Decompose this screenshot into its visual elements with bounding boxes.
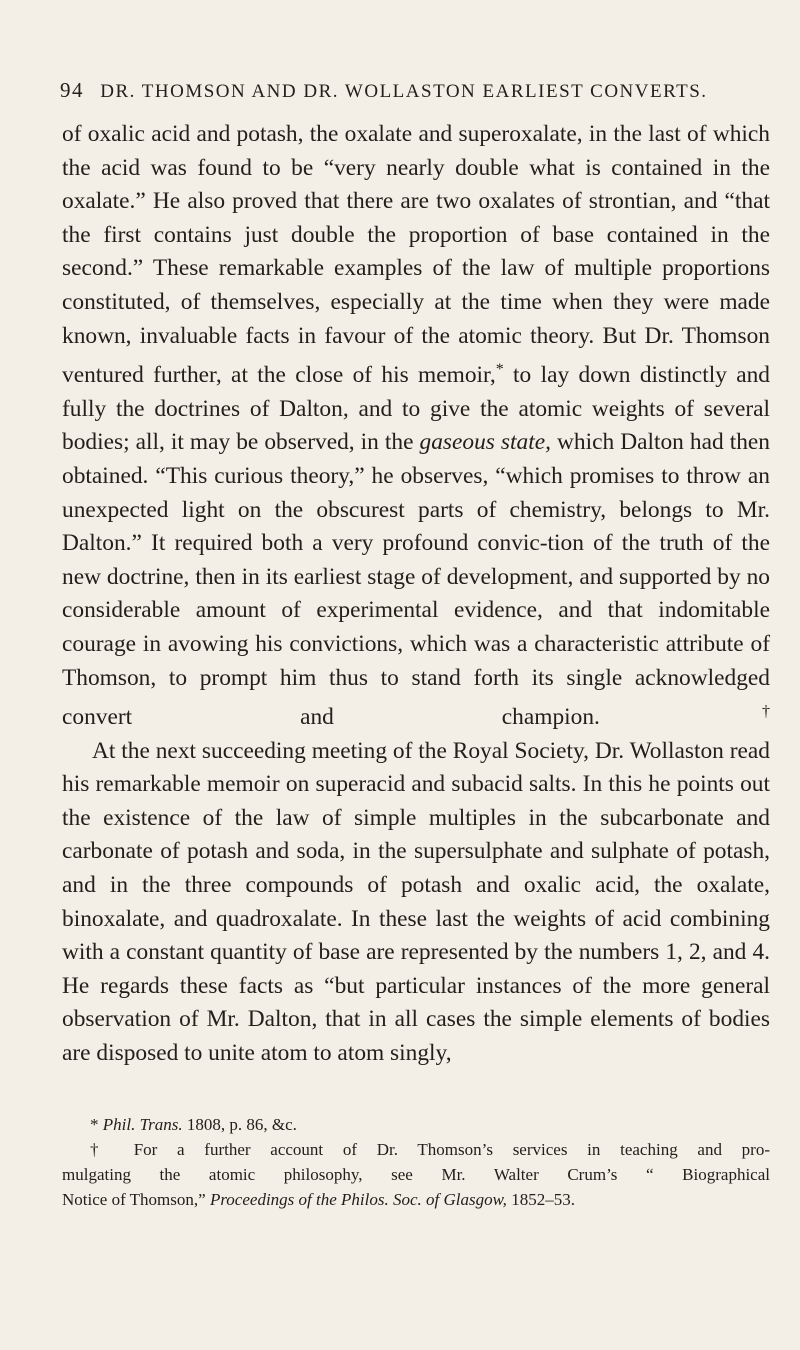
footnote-1-source: Phil. Trans. — [102, 1115, 183, 1134]
paragraph-1-italic: gaseous state, — [419, 429, 551, 456]
footnote-ref-star: * — [495, 361, 504, 379]
footnote-ref-dagger: † — [599, 703, 770, 721]
paragraph-1-part-b: to lay down distinctly and fully the doctrines of Dalton, and to give the atomic weights of several bodies; all, it may be observed, in the — [62, 362, 770, 456]
paragraph-2: At the next succeeding meeting of the Royal Society, Dr. Wollaston read his remarkable memoir on superacid and subacid salts. In this he points out the existence of the law of simple multiples in the subcarbonate and carbonate of potash and soda, in the supersulphate and sulphate of potash, and in the three compounds of potash and oxalic acid, the oxalate, binoxalate, and quadroxalate. In these last the weights of acid combining with a constant quantity of base are represented by the numbers 1, 2, and 4. He regards these facts as “but particular instances of the more general observation of Mr. Dalton, that in all cases the simple elements of bodies are disposed to unite atom to atom singly, — [62, 737, 770, 1067]
running-title: DR. THOMSON AND DR. WOLLASTON EARLIEST CONVERTS. — [100, 81, 708, 102]
footnote-2-text-3b: 1852–53. — [506, 1190, 575, 1209]
running-head — [60, 78, 760, 103]
paragraph-1-part-c: which Dalton had then obtained. “This curious theory,” he observes, “which promises to throw an unexpected light on the obscurest parts of chemistry, belongs to Mr. Dalton.” It required both a very profound convic-tion of the truth of the new doctrine, then in its earliest stage of development, and supported by no considerable amount of experimental evidence, and that indomitable courage in avowing his convictions, which was a characteristic attribute of Thomson, to prompt him thus to stand forth its single acknowledged convert and champion. — [62, 429, 770, 731]
footnote-2-text-1: For a further account of Dr. Thomson’s services in teaching and pro- — [113, 1140, 771, 1159]
footnote-1-text: 1808, p. 86, &c. — [182, 1115, 297, 1134]
footnote-2-line-1 — [62, 1137, 770, 1162]
footnote-2-mark: † — [90, 1140, 114, 1159]
paragraph-1 — [62, 118, 770, 735]
footnote-2-journal: Proceedings of the Philos. Soc. of Glasgow, — [209, 1190, 507, 1209]
footnote-1 — [62, 1112, 770, 1137]
page-number: 94 — [60, 78, 84, 102]
footnote-2 — [62, 1137, 770, 1212]
paragraph-1-part-a: of oxalic acid and potash, the oxalate and superoxalate, in the last of which the acid was found to be “very nearly double what is contained in the oxalate.” He also proved that there are two oxalates of strontian, and “that the first contains just double the proportion of base contained in the second.” These remarkable examples of the law of multiple proportions constituted, of themselves, especially at the time when they were made known, invaluable facts in favour of the atomic theory. But Dr. Thomson ventured further, at the close of his memoir, — [62, 121, 770, 389]
footnote-2-line-2: mulgating the atomic philosophy, see Mr. Walter Crum’s “ Biographical — [62, 1165, 770, 1184]
footnote-1-mark: * — [90, 1115, 99, 1134]
footnote-2-line-3 — [62, 1187, 770, 1212]
footnotes — [62, 1112, 770, 1212]
body-text — [62, 118, 770, 1071]
footnote-2-text-3a: Notice of Thomson,” — [62, 1190, 210, 1209]
